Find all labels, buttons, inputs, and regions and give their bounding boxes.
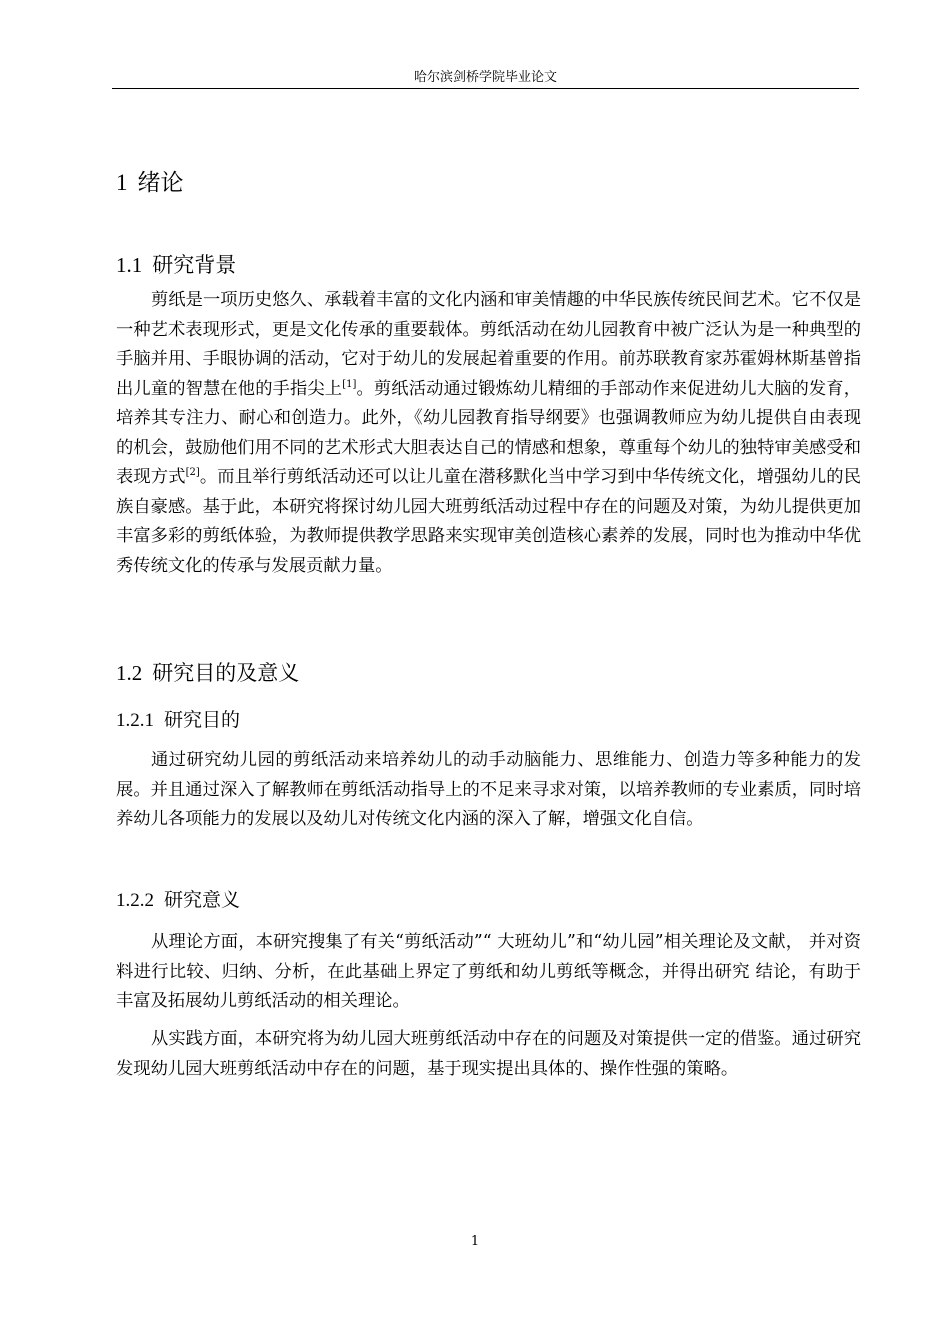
paragraph-text: 。而且举行剪纸活动还可以让儿童在潜移默化当中学习到中华传统文化，增强幼儿的民族自豪感。基于此，本研究将探讨幼儿园大班剪纸活动过程中存在的问题及对策，为幼儿提供更加丰富多彩的剪纸体验，为教师提供教学思路来实现审美创造核心素养的发展，同时也为推动中华优秀传统文化的传承与发展贡献力量。: [116, 467, 861, 576]
section-number: 1.2: [116, 661, 143, 685]
subsection-heading-1-2-2: [116, 885, 240, 912]
chapter-title: 绪论: [137, 170, 184, 196]
subsection-title: 研究目的: [164, 709, 241, 731]
citation-1: [1]: [342, 378, 357, 390]
subsection-number: 1.2.1: [116, 710, 154, 731]
section-heading-1-1: [116, 249, 236, 279]
section-title: 研究目的及意义: [152, 661, 300, 685]
section-number: 1.1: [116, 253, 143, 277]
section-title: 研究背景: [152, 253, 237, 277]
paragraph-text: 剪纸是一项历史悠久、承载着丰富的文化内涵和审美情趣的中华民族传统民间艺术。它不仅是一种艺术表现形式，更是文化传承的重要载体。剪纸活动在幼儿园教育中被广泛认为是一种典型的手脑并用、手眼协调的活动，它对于幼儿的发展起着重要的作用。前苏联教育家苏霍姆林斯基曾指出儿童的智慧在他的手指尖上: [116, 290, 861, 399]
subsection-number: 1.2.2: [116, 890, 154, 911]
running-header: 哈尔滨剑桥学院毕业论文: [413, 70, 557, 85]
chapter-heading: [116, 164, 184, 197]
significance-paragraph-practice: 从实践方面，本研究将为幼儿园大班剪纸活动中存在的问题及对策提供一定的借鉴。通过研究发现幼儿园大班剪纸活动中存在的问题，基于现实提出具体的、操作性强的策略。: [116, 1029, 861, 1079]
section-heading-1-2: [116, 657, 299, 687]
background-paragraph: [116, 286, 861, 581]
significance-paragraph-theory: 从理论方面，本研究搜集了有关“剪纸活动”“ 大班幼儿”和“幼儿园”相关理论及文献， 并对资料进行比较、归纳、分析，在此基础上界定了剪纸和幼儿剪纸等概念，并得出研究 结论，有助于丰富及拓展幼儿剪纸活动的相关理论。: [116, 932, 861, 1011]
chapter-number: 1: [116, 170, 128, 195]
subsection-title: 研究意义: [164, 889, 241, 911]
citation-2: [2]: [185, 467, 200, 479]
subsection-heading-1-2-1: [116, 705, 240, 732]
header-rule: [112, 88, 859, 89]
purpose-paragraph: 通过研究幼儿园的剪纸活动来培养幼儿的动手动脑能力、思维能力、创造力等多种能力的发展。并且通过深入了解教师在剪纸活动指导上的不足来寻求对策，以培养教师的专业素质，同时培养幼儿各项能力的发展以及幼儿对传统文化内涵的深入了解，增强文化自信。: [116, 750, 861, 829]
page-number: 1: [470, 1234, 480, 1249]
paragraph-text: 。剪纸活动通过锻炼幼儿精细的手部动作来促进幼儿大脑的发育，培养其专注力、耐心和创造力。此外，《幼儿园教育指导纲要》也强调教师应为幼儿提供自由表现的机会，鼓励他们用不同的艺术形式大胆表达自己的情感和想象，尊重每个幼儿的独特审美感受和表现方式: [116, 378, 861, 487]
